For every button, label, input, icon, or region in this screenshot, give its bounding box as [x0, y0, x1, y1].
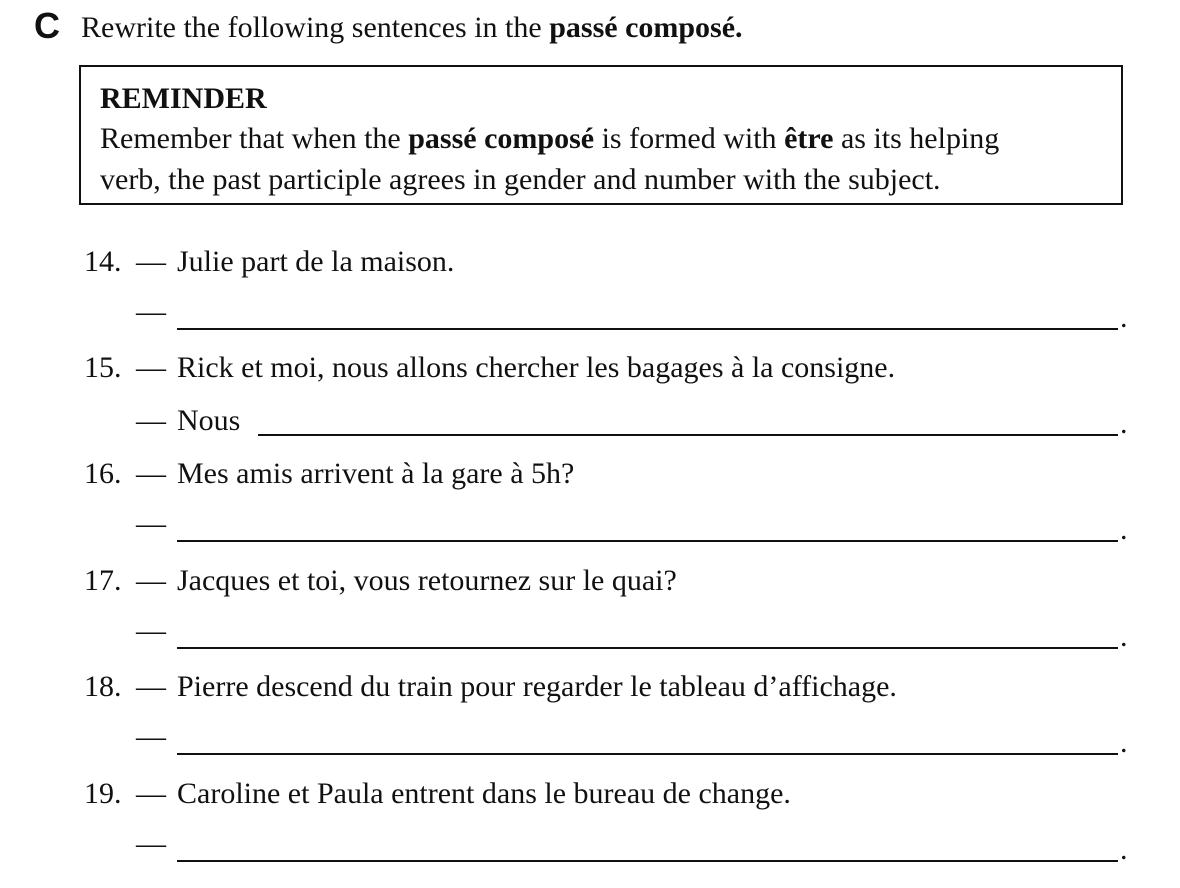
answer-period: . — [1120, 407, 1128, 440]
answer-dash: — — [136, 614, 166, 647]
answer-period: . — [1120, 620, 1128, 653]
reminder-title: REMINDER — [100, 82, 267, 115]
instruction-bold: passé composé. — [549, 11, 743, 44]
answer-dash: — — [136, 295, 166, 328]
answer-period: . — [1120, 726, 1128, 759]
instruction — [81, 10, 743, 46]
answer-line[interactable] — [177, 860, 1118, 862]
item-dash: — — [136, 245, 166, 278]
answer-line[interactable] — [177, 753, 1118, 755]
item-number: 16. — [84, 457, 122, 490]
answer-dash: — — [136, 404, 166, 437]
answer-period: . — [1120, 513, 1128, 546]
item-dash: — — [136, 777, 166, 810]
answer-line[interactable] — [177, 328, 1118, 330]
reminder-bold-passe-compose: passé composé — [408, 122, 595, 155]
item-number: 15. — [84, 351, 122, 384]
reminder-text: Remember that when the — [100, 122, 409, 155]
item-prompt: Caroline et Paula entrent dans le bureau de change. — [177, 777, 791, 810]
item-dash: — — [136, 457, 166, 490]
reminder-line-2: verb, the past participle agrees in gender and number with the subject. — [100, 163, 941, 196]
item-dash: — — [136, 351, 166, 384]
reminder-text: is formed with — [594, 122, 785, 155]
section-letter: C — [34, 5, 60, 46]
item-prompt: Jacques et toi, vous retournez sur le quai? — [177, 564, 677, 597]
answer-dash: — — [136, 507, 166, 540]
answer-line[interactable] — [177, 647, 1118, 649]
answer-period: . — [1120, 301, 1128, 334]
answer-dash: — — [136, 720, 166, 753]
item-prompt: Mes amis arrivent à la gare à 5h? — [177, 457, 575, 490]
answer-prefix: Nous — [177, 404, 241, 437]
reminder-box — [79, 65, 1123, 205]
answer-period: . — [1120, 833, 1128, 866]
item-dash: — — [136, 564, 166, 597]
answer-line[interactable] — [177, 540, 1118, 542]
reminder-text: as its helping — [833, 122, 1000, 155]
item-number: 14. — [84, 245, 122, 278]
instruction-text: Rewrite the following sentences in the — [81, 11, 550, 44]
item-prompt: Rick et moi, nous allons chercher les bagages à la consigne. — [177, 351, 896, 384]
item-dash: — — [136, 670, 166, 703]
reminder-line-1 — [100, 121, 999, 157]
item-prompt: Julie part de la maison. — [177, 245, 455, 278]
answer-dash: — — [136, 827, 166, 860]
reminder-bold-etre: être — [784, 122, 834, 155]
item-number: 18. — [84, 670, 122, 703]
answer-line[interactable] — [258, 434, 1118, 436]
item-number: 17. — [84, 564, 122, 597]
item-number: 19. — [84, 777, 122, 810]
item-prompt: Pierre descend du train pour regarder le tableau d’affichage. — [177, 670, 897, 703]
